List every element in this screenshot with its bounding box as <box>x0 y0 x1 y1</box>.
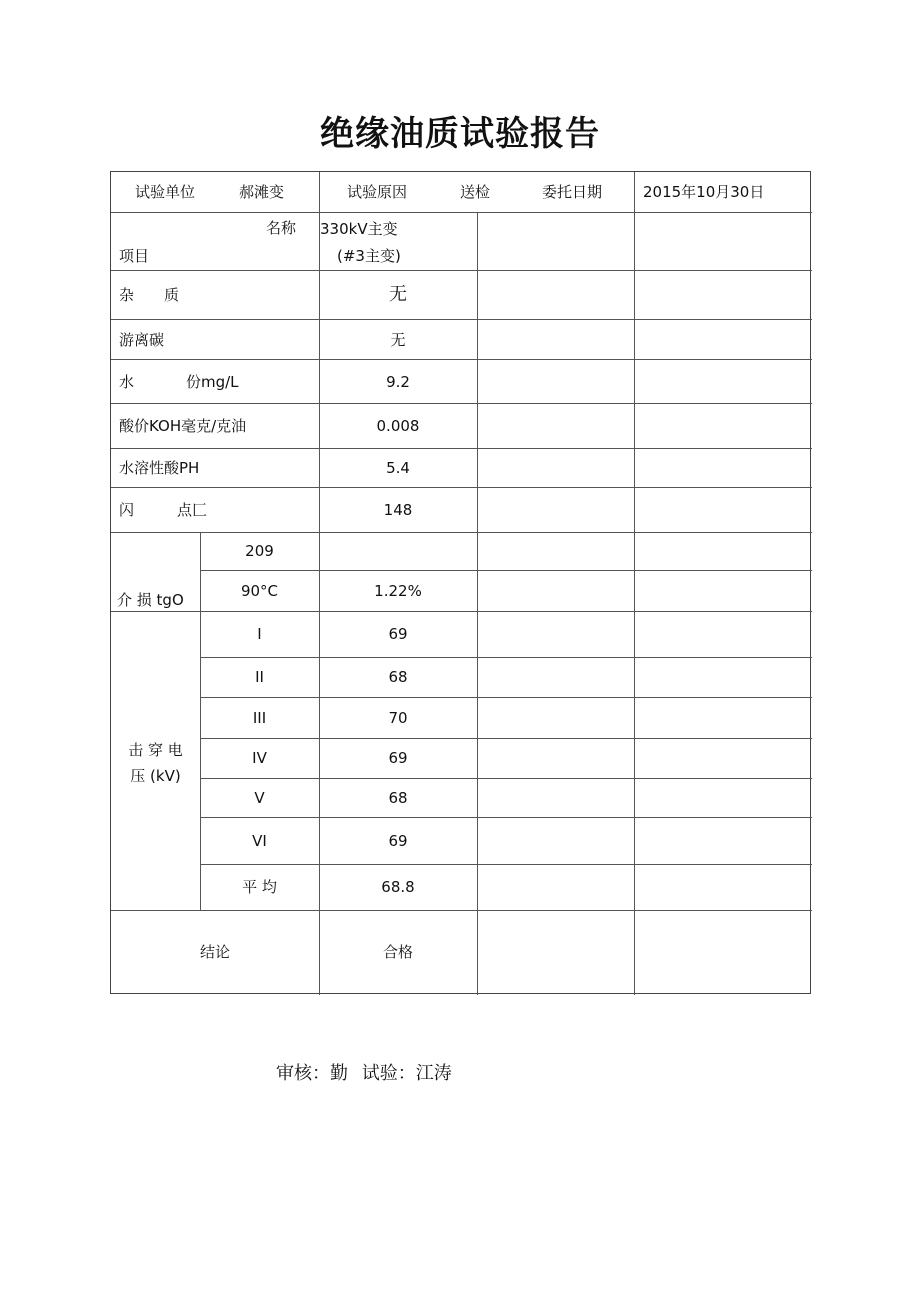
diag-header-name: 名称 <box>266 219 297 237</box>
row-divider <box>200 570 812 571</box>
page-title: 绝缘油质试验报告 <box>320 114 600 154</box>
ph-value: 5.4 <box>386 459 410 477</box>
col-divider <box>477 212 478 995</box>
row-divider <box>200 817 812 818</box>
breakdown-item-value: 68 <box>388 789 408 807</box>
breakdown-average-value: 68.8 <box>381 878 415 896</box>
row-divider <box>111 611 812 612</box>
impurity-label: 杂 质 <box>119 286 180 304</box>
breakdown-item-value: 70 <box>388 709 408 727</box>
dielectric-sub2: 90°C <box>240 582 279 600</box>
breakdown-item-label: I <box>257 625 262 643</box>
breakdown-item-label: III <box>252 709 267 727</box>
flash-value: 148 <box>383 501 413 519</box>
breakdown-label-line1: 击 穿 电 <box>128 741 183 759</box>
row-divider <box>200 778 812 779</box>
row-divider <box>111 910 812 911</box>
conclusion-label: 结论 <box>199 943 230 961</box>
breakdown-item-label: VI <box>252 832 267 850</box>
diag-header-item: 项目 <box>119 247 150 265</box>
breakdown-item-value: 69 <box>388 832 408 850</box>
signature-line <box>276 1059 452 1085</box>
breakdown-item-value: 68 <box>388 668 408 686</box>
row-divider <box>111 319 812 320</box>
dielectric-value: 1.22% <box>374 582 422 600</box>
free-carbon-value: 无 <box>390 331 406 349</box>
flash-label-a: 闪 <box>119 501 135 519</box>
reason-label: 试验原因 <box>347 183 408 201</box>
row-divider <box>200 864 812 865</box>
date-label: 委托日期 <box>542 183 603 201</box>
moisture-value: 9.2 <box>386 373 410 391</box>
breakdown-item-label: IV <box>252 749 267 767</box>
breakdown-average-label: 平 均 <box>242 878 277 896</box>
unit-label: 试验单位 <box>135 183 196 201</box>
acid-value: 0.008 <box>376 417 420 435</box>
breakdown-item-label: V <box>254 789 265 807</box>
moisture-label-b: 份mg/L <box>186 373 239 391</box>
moisture-label-a: 水 <box>119 373 135 391</box>
tester-name: 江涛 <box>415 1063 452 1084</box>
unit-value: 郝滩变 <box>239 183 285 201</box>
col-divider <box>634 172 635 995</box>
free-carbon-label: 游离碳 <box>119 331 165 349</box>
equipment-name: 330kV主变 <box>320 220 398 238</box>
reason-value: 送检 <box>460 183 491 201</box>
breakdown-item-value: 69 <box>388 749 408 767</box>
flash-label-b: 点匚 <box>177 501 208 519</box>
breakdown-label-line2: 压 (kV) <box>130 767 181 785</box>
conclusion-value: 合格 <box>382 943 413 961</box>
row-divider <box>111 403 812 404</box>
row-divider <box>111 359 812 360</box>
row-divider <box>200 697 812 698</box>
acid-label: 酸价KOH毫克/克油 <box>119 417 247 435</box>
report-table <box>110 171 811 994</box>
row-divider <box>111 487 812 488</box>
reviewer-name: 勤 <box>330 1063 348 1084</box>
ph-label: 水溶性酸PH <box>119 459 200 477</box>
reviewer-label: 审核： <box>276 1063 330 1084</box>
impurity-value: 无 <box>389 284 407 305</box>
dielectric-sub1: 209 <box>245 542 274 560</box>
row-divider <box>111 212 812 213</box>
breakdown-item-value: 69 <box>388 625 408 643</box>
dielectric-label: 介 损 tgO <box>117 591 184 609</box>
tester-label: 试验： <box>361 1063 416 1084</box>
row-divider <box>111 448 812 449</box>
row-divider <box>111 532 812 533</box>
row-divider <box>200 738 812 739</box>
row-divider <box>111 270 812 271</box>
breakdown-item-label: II <box>255 668 264 686</box>
row-divider <box>200 657 812 658</box>
equipment-number: (#3主变) <box>337 247 401 265</box>
date-value: 2015年10月30日 <box>643 183 765 201</box>
